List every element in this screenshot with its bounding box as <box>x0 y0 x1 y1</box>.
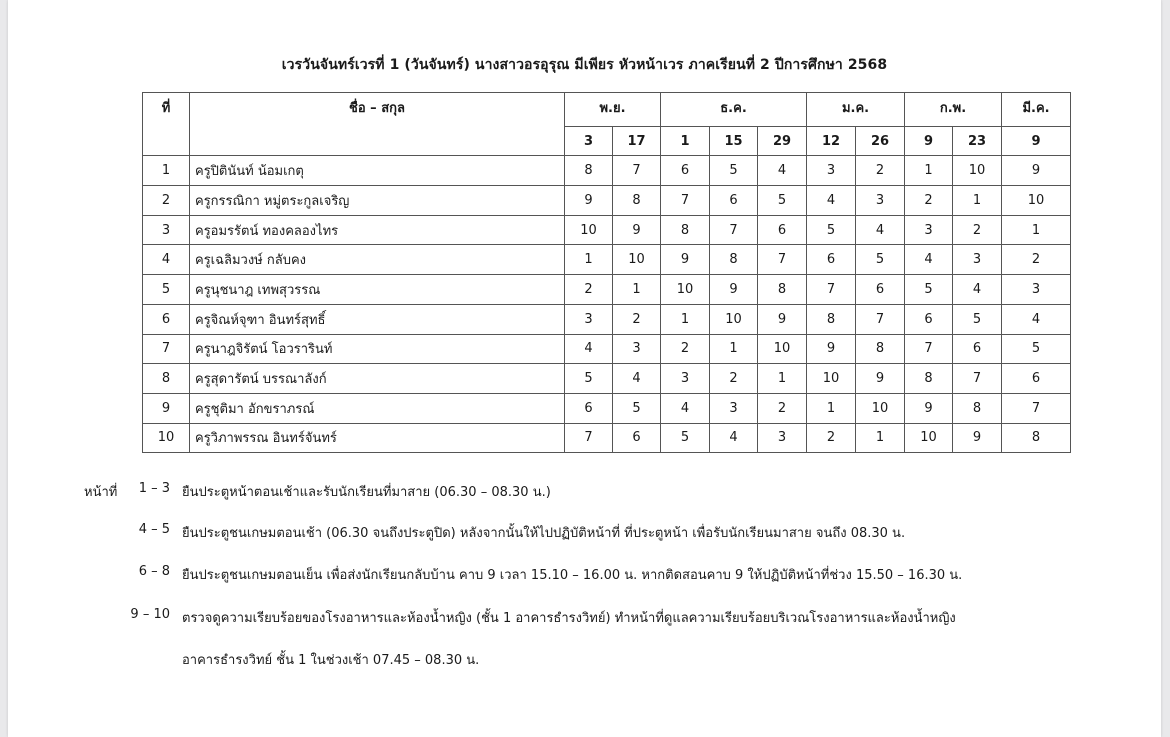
note-text: ตรวจดูความเรียบร้อยของโรงอาหารและห้องน้ำหญิง (ชั้น 1 อาคารธำรงวิทย์) ทำหน้าที่ดูแลความเรียบร้อยบริเวณโรงอาหารและห้องน้ำหญิง <box>182 611 956 626</box>
note-range: 1 – 3 <box>138 481 170 496</box>
row-number: 2 <box>143 186 190 216</box>
header-date: 12 <box>807 126 856 156</box>
header-date: 9 <box>1002 126 1071 156</box>
duty-slot-cell: 2 <box>710 364 758 394</box>
duty-slot-cell: 8 <box>565 156 613 186</box>
duty-slot-cell: 2 <box>613 304 661 334</box>
duty-slot-cell: 9 <box>1002 156 1071 186</box>
notes-lead-label: หน้าที่ <box>84 485 118 500</box>
duty-slot-cell: 4 <box>856 215 905 245</box>
header-date: 29 <box>758 126 807 156</box>
table-row <box>143 393 1071 423</box>
note-text: ยืนประตูชนเกษมตอนเย็น เพื่อส่งนักเรียนกลับบ้าน คาบ 9 เวลา 15.10 – 16.00 น. หากติดสอนคาบ 9 ให้ปฏิบัติหน้าที่ช่วง 15.50 – 16.30 น. <box>182 568 963 583</box>
duty-slot-cell: 2 <box>856 156 905 186</box>
duty-slot-cell: 6 <box>758 215 807 245</box>
duty-slot-cell: 8 <box>953 393 1002 423</box>
teacher-name: ครูชุติมา อักขราภรณ์ <box>190 393 565 423</box>
table-row <box>143 423 1071 453</box>
teacher-name: ครูอมรรัตน์ ทองคลองไทร <box>190 215 565 245</box>
duty-slot-cell: 2 <box>758 393 807 423</box>
duty-slot-cell: 1 <box>807 393 856 423</box>
duty-slot-cell: 1 <box>953 186 1002 216</box>
table-row <box>143 304 1071 334</box>
duty-slot-cell: 1 <box>856 423 905 453</box>
duty-slot-cell: 10 <box>661 275 710 305</box>
duty-slot-cell: 3 <box>953 245 1002 275</box>
row-number: 3 <box>143 215 190 245</box>
duty-slot-cell: 7 <box>661 186 710 216</box>
duty-slot-cell: 10 <box>807 364 856 394</box>
duty-slot-cell: 5 <box>905 275 953 305</box>
header-name: ชื่อ – สกุล <box>190 93 565 156</box>
header-month: ม.ค. <box>807 93 905 127</box>
duty-slot-cell: 3 <box>613 334 661 364</box>
duty-slot-cell: 2 <box>565 275 613 305</box>
duty-slot-cell: 4 <box>565 334 613 364</box>
duty-slot-cell: 10 <box>710 304 758 334</box>
duty-slot-cell: 5 <box>613 393 661 423</box>
duty-slot-cell: 8 <box>1002 423 1071 453</box>
duty-slot-cell: 9 <box>565 186 613 216</box>
duty-slot-cell: 3 <box>856 186 905 216</box>
note-continuation: อาคารธำรงวิทย์ ชั้น 1 ในช่วงเช้า 07.45 – 08.30 น. <box>182 653 480 668</box>
duty-slot-cell: 7 <box>1002 393 1071 423</box>
duty-slot-cell: 7 <box>565 423 613 453</box>
teacher-name: ครูวิภาพรรณ อินทร์จันทร์ <box>190 423 565 453</box>
header-month: พ.ย. <box>565 93 661 127</box>
row-number: 10 <box>143 423 190 453</box>
duty-slot-cell: 9 <box>758 304 807 334</box>
note-range: 9 – 10 <box>130 607 170 622</box>
duty-slot-cell: 4 <box>758 156 807 186</box>
duty-slot-cell: 5 <box>953 304 1002 334</box>
table-row <box>143 275 1071 305</box>
teacher-name: ครูจิณห์จุฑา อินทร์สุทธิ์ <box>190 304 565 334</box>
duty-slot-cell: 10 <box>758 334 807 364</box>
duty-slot-cell: 4 <box>953 275 1002 305</box>
duty-slot-cell: 8 <box>710 245 758 275</box>
duty-slot-cell: 4 <box>661 393 710 423</box>
duty-slot-cell: 10 <box>613 245 661 275</box>
duty-slot-cell: 6 <box>905 304 953 334</box>
document-page <box>8 0 1161 737</box>
table-row <box>143 245 1071 275</box>
table-row <box>143 334 1071 364</box>
duty-slot-cell: 3 <box>758 423 807 453</box>
duty-slot-cell: 6 <box>856 275 905 305</box>
duty-slot-cell: 9 <box>856 364 905 394</box>
duty-slot-cell: 8 <box>758 275 807 305</box>
duty-slot-cell: 2 <box>953 215 1002 245</box>
duty-slot-cell: 2 <box>807 423 856 453</box>
duty-slot-cell: 9 <box>953 423 1002 453</box>
row-number: 5 <box>143 275 190 305</box>
teacher-name: ครูนาฎจิรัตน์ โอวรารินท์ <box>190 334 565 364</box>
duty-slot-cell: 5 <box>807 215 856 245</box>
header-month: มี.ค. <box>1002 93 1071 127</box>
header-date: 3 <box>565 126 613 156</box>
duty-slot-cell: 3 <box>807 156 856 186</box>
duty-slot-cell: 4 <box>807 186 856 216</box>
duty-slot-cell: 1 <box>565 245 613 275</box>
duty-slot-cell: 9 <box>710 275 758 305</box>
table-row <box>143 215 1071 245</box>
teacher-name: ครูเฉลิมวงษ์ กลับคง <box>190 245 565 275</box>
duty-slot-cell: 7 <box>807 275 856 305</box>
duty-slot-cell: 10 <box>565 215 613 245</box>
duty-slot-cell: 1 <box>905 156 953 186</box>
note-text: ยืนประตูชนเกษมตอนเช้า (06.30 จนถึงประตูปิด) หลังจากนั้นให้ไปปฏิบัติหน้าที่ ที่ประตูหน้า เพื่อรับนักเรียนมาสาย จนถึง 08.30 น. <box>182 526 906 541</box>
duty-slot-cell: 2 <box>905 186 953 216</box>
teacher-name: ครูปิตินันท์ น้อมเกตุ <box>190 156 565 186</box>
table-body <box>143 156 1071 453</box>
duty-slot-cell: 5 <box>1002 334 1071 364</box>
duty-slot-cell: 6 <box>807 245 856 275</box>
duty-slot-cell: 8 <box>613 186 661 216</box>
table-header-months <box>143 93 1071 127</box>
duty-slot-cell: 8 <box>807 304 856 334</box>
header-date: 26 <box>856 126 905 156</box>
duty-slot-cell: 8 <box>856 334 905 364</box>
table-row <box>143 156 1071 186</box>
header-date: 23 <box>953 126 1002 156</box>
duty-slot-cell: 1 <box>758 364 807 394</box>
duty-slot-cell: 8 <box>905 364 953 394</box>
header-date: 9 <box>905 126 953 156</box>
duty-slot-cell: 5 <box>856 245 905 275</box>
duty-slot-cell: 4 <box>710 423 758 453</box>
row-number: 1 <box>143 156 190 186</box>
teacher-name: ครูสุดารัตน์ บรรณาลังก์ <box>190 364 565 394</box>
header-date: 1 <box>661 126 710 156</box>
duty-slot-cell: 4 <box>905 245 953 275</box>
row-number: 8 <box>143 364 190 394</box>
duty-slot-cell: 10 <box>1002 186 1071 216</box>
duty-slot-cell: 10 <box>905 423 953 453</box>
duty-slot-cell: 1 <box>1002 215 1071 245</box>
note-range: 6 – 8 <box>138 564 170 579</box>
duty-slot-cell: 7 <box>613 156 661 186</box>
duty-slot-cell: 4 <box>613 364 661 394</box>
duty-slot-cell: 3 <box>710 393 758 423</box>
header-number: ที่ <box>143 93 190 156</box>
duty-slot-cell: 10 <box>953 156 1002 186</box>
duty-slot-cell: 9 <box>613 215 661 245</box>
duty-slot-cell: 3 <box>565 304 613 334</box>
duty-slot-cell: 6 <box>1002 364 1071 394</box>
duty-slot-cell: 5 <box>661 423 710 453</box>
duty-slot-cell: 6 <box>953 334 1002 364</box>
row-number: 4 <box>143 245 190 275</box>
duty-slot-cell: 7 <box>710 215 758 245</box>
note-range: 4 – 5 <box>138 522 170 537</box>
table-row <box>143 364 1071 394</box>
duty-slot-cell: 1 <box>710 334 758 364</box>
teacher-name: ครูนุชนาฎ เทพสุวรรณ <box>190 275 565 305</box>
duty-slot-cell: 1 <box>613 275 661 305</box>
duty-slot-cell: 1 <box>661 304 710 334</box>
header-month: ก.พ. <box>905 93 1002 127</box>
teacher-name: ครูกรรณิกา หมู่ตระกูลเจริญ <box>190 186 565 216</box>
row-number: 7 <box>143 334 190 364</box>
duty-slot-cell: 7 <box>758 245 807 275</box>
note-text: ยืนประตูหน้าตอนเช้าและรับนักเรียนที่มาสาย (06.30 – 08.30 น.) <box>182 485 551 500</box>
duty-slot-cell: 9 <box>807 334 856 364</box>
duty-slot-cell: 7 <box>953 364 1002 394</box>
duty-slot-cell: 6 <box>565 393 613 423</box>
duty-slot-cell: 5 <box>710 156 758 186</box>
duty-slot-cell: 7 <box>856 304 905 334</box>
duty-slot-cell: 6 <box>613 423 661 453</box>
duty-slot-cell: 3 <box>1002 275 1071 305</box>
row-number: 6 <box>143 304 190 334</box>
duty-slot-cell: 3 <box>905 215 953 245</box>
duty-schedule-table <box>142 92 1071 453</box>
duty-slot-cell: 2 <box>661 334 710 364</box>
header-date: 15 <box>710 126 758 156</box>
duty-slot-cell: 2 <box>1002 245 1071 275</box>
duty-slot-cell: 7 <box>905 334 953 364</box>
duty-slot-cell: 9 <box>661 245 710 275</box>
duty-slot-cell: 10 <box>856 393 905 423</box>
document-title: เวรวันจันทร์เวรที่ 1 (วันจันทร์) นางสาวอรอุรุณ มีเพียร หัวหน้าเวร ภาคเรียนที่ 2 ปีการศึกษา 2568 <box>281 57 888 73</box>
duty-slot-cell: 6 <box>710 186 758 216</box>
table-row <box>143 186 1071 216</box>
duty-slot-cell: 5 <box>758 186 807 216</box>
duty-slot-cell: 8 <box>661 215 710 245</box>
row-number: 9 <box>143 393 190 423</box>
duty-slot-cell: 4 <box>1002 304 1071 334</box>
duty-slot-cell: 3 <box>661 364 710 394</box>
duty-slot-cell: 9 <box>905 393 953 423</box>
header-date: 17 <box>613 126 661 156</box>
duty-slot-cell: 6 <box>661 156 710 186</box>
duty-slot-cell: 5 <box>565 364 613 394</box>
header-month: ธ.ค. <box>661 93 807 127</box>
